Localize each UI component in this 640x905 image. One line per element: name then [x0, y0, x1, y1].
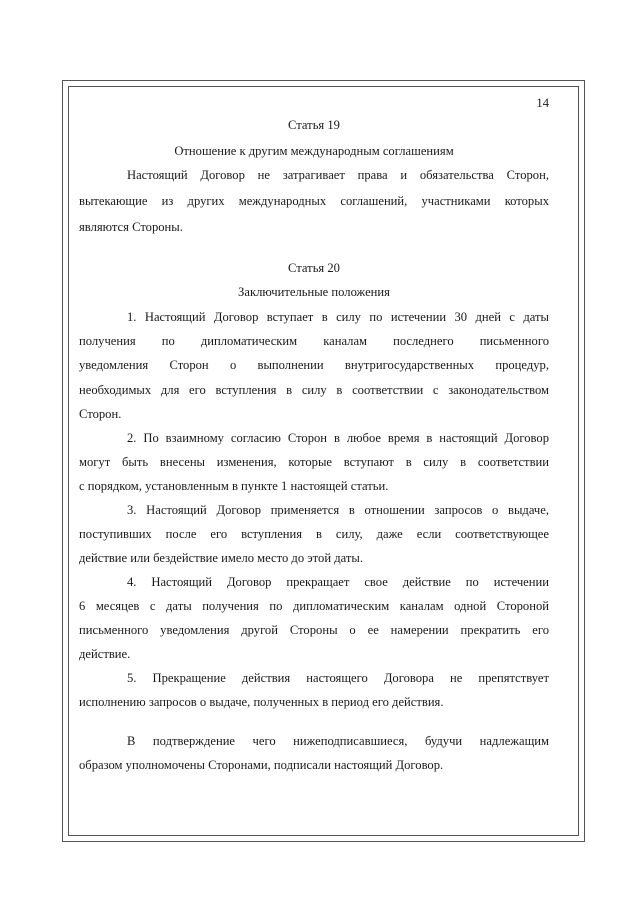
paragraph-4-line: 4. Настоящий Договор прекращает свое действие по истечении: [127, 575, 549, 589]
closing-line: образом уполномочены Сторонами, подписали настоящий Договор.: [79, 758, 444, 772]
paragraph-3-line: поступивших после его вступления в силу, даже если соответствующее: [79, 527, 549, 541]
paragraph-3-line: 3. Настоящий Договор применяется в отношении запросов о выдаче,: [127, 503, 549, 517]
article-20-subheading: Заключительные положения: [238, 285, 390, 299]
paragraph-2-line: с порядком, установленным в пункте 1 настоящей статьи.: [79, 479, 389, 493]
article-19-subheading: Отношение к другим международным соглашениям: [174, 144, 454, 158]
paragraph-1-line: уведомления Сторон о выполнении внутригосударственных процедур,: [79, 358, 549, 372]
article-19-line: Настоящий Договор не затрагивает права и обязательства Сторон,: [127, 168, 549, 182]
article-19-heading: Статья 19: [288, 118, 340, 132]
paragraph-5-line: исполнению запросов о выдаче, полученных в период его действия.: [79, 695, 444, 709]
page-number: 14: [536, 96, 549, 110]
paragraph-1-line: 1. Настоящий Договор вступает в силу по истечении 30 дней с даты: [127, 310, 549, 324]
article-20-heading: Статья 20: [288, 261, 340, 275]
paragraph-4-line: действие.: [79, 647, 131, 661]
paragraph-1-line: Сторон.: [79, 407, 122, 421]
paragraph-2-line: 2. По взаимному согласию Сторон в любое время в настоящий Договор: [127, 431, 549, 445]
paragraph-4-line: 6 месяцев с даты получения по дипломатическим каналам одной Стороной: [79, 599, 549, 613]
paragraph-1-line: получения по дипломатическим каналам последнего письменного: [79, 334, 549, 348]
paragraph-3-line: действие или бездействие имело место до этой даты.: [79, 551, 363, 565]
paragraph-4-line: письменного уведомления другой Стороны о ее намерении прекратить его: [79, 623, 549, 637]
paragraph-1-line: необходимых для его вступления в силу в соответствии с законодательством: [79, 383, 549, 397]
closing-line: В подтверждение чего нижеподписавшиеся, будучи надлежащим: [127, 734, 549, 748]
paragraph-2-line: могут быть внесены изменения, которые вступают в силу в соответствии: [79, 455, 549, 469]
paragraph-5-line: 5. Прекращение действия настоящего Договора не препятствует: [127, 671, 549, 685]
article-19-line: являются Стороны.: [79, 220, 183, 234]
article-19-line: вытекающие из других международных соглашений, участниками которых: [79, 194, 549, 208]
